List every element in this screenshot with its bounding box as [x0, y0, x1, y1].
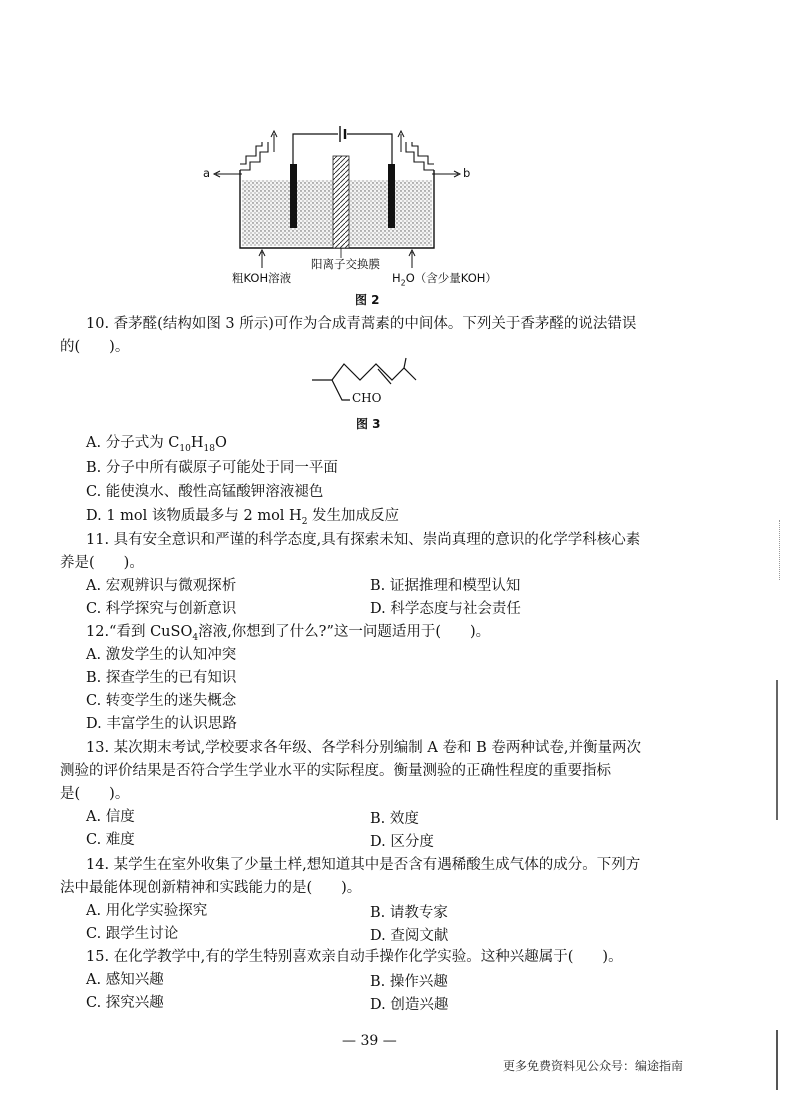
q10-option-a[interactable]: A. 分子式为 $C_{10}H_{18}O$ [86, 435, 227, 454]
scan-edge-mark-top [757, 520, 780, 580]
q11-option-a[interactable]: A. 宏观辨识与微观探析 [86, 578, 237, 594]
fig3-caption: 图 3 [356, 417, 381, 431]
q15-stem-line1: 15. 在化学教学中,有的学生特别喜欢亲自动手操作化学实验。这种兴趣属于( )。 [86, 949, 623, 965]
q13-stem-line1: 13. 某次期末考试,学校要求各年级、各学科分别编制 A 卷和 B 卷两种试卷,并衡量两次 [86, 740, 641, 756]
fig2-left-input-label: 粗KOH溶液 [232, 271, 292, 285]
page-number: — 39 — [342, 1033, 397, 1049]
q10-option-c[interactable]: C. 能使溴水、酸性高锰酸钾溶液褪色 [86, 484, 324, 500]
q10-cho-label: CHO [352, 391, 382, 405]
q11-stem-line1: 11. 具有安全意识和严谨的科学态度,具有探索未知、崇尚真理的意识的化学学科核心素 [86, 532, 641, 548]
q12-option-d[interactable]: D. 丰富学生的认识思路 [86, 716, 237, 732]
q11-stem-line2: 养是( )。 [60, 555, 144, 571]
q11-option-d[interactable]: D. 科学态度与社会责任 [370, 601, 521, 617]
q12-option-a[interactable]: A. 激发学生的认知冲突 [86, 647, 237, 663]
q11-option-c[interactable]: C. 科学探究与创新意识 [86, 601, 237, 617]
scan-edge-mark-mid [754, 680, 778, 820]
q13-option-a[interactable]: A. 信度 [86, 809, 135, 825]
scan-edge-mark-bottom [754, 1030, 778, 1090]
q12-option-c[interactable]: C. 转变学生的迷失概念 [86, 693, 237, 709]
q15-option-a[interactable]: A. 感知兴趣 [86, 972, 164, 988]
fig2-caption: 图 2 [355, 293, 380, 307]
fig2-label-a: a [203, 166, 211, 180]
q14-option-d[interactable]: D. 查阅文献 [370, 928, 449, 944]
q13-option-d[interactable]: D. 区分度 [370, 834, 434, 850]
q15-option-b[interactable]: B. 操作兴趣 [370, 974, 448, 990]
q13-stem-line2: 测验的评价结果是否符合学生学业水平的实际程度。衡量测验的正确性程度的重要指标 [60, 763, 611, 779]
q12-option-b[interactable]: B. 探查学生的已有知识 [86, 670, 237, 686]
q14-stem-line1: 14. 某学生在室外收集了少量土样,想知道其中是否含有遇稀酸生成气体的成分。下列方 [86, 857, 641, 873]
footer-note: 更多免费资料见公众号：编途指南 [503, 1059, 684, 1073]
fig2-right-input-label: $H_2O$（含少量KOH） [392, 271, 497, 288]
q15-option-c[interactable]: C. 探究兴趣 [86, 995, 164, 1011]
q11-option-b[interactable]: B. 证据推理和模型认知 [370, 578, 521, 594]
q10-stem-line1: 10. 香茅醛(结构如图 3 所示)可作为合成青蒿素的中间体。下列关于香茅醛的说法错误 [86, 316, 637, 332]
q14-option-c[interactable]: C. 跟学生讨论 [86, 926, 179, 942]
q10-option-b[interactable]: B. 分子中所有碳原子可能处于同一平面 [86, 460, 338, 476]
q15-option-d[interactable]: D. 创造兴趣 [370, 997, 449, 1013]
q14-stem-line2: 法中最能体现创新精神和实践能力的是( )。 [60, 880, 362, 896]
q14-option-a[interactable]: A. 用化学实验探究 [86, 903, 208, 919]
q13-option-b[interactable]: B. 效度 [370, 811, 419, 827]
q14-option-b[interactable]: B. 请教专家 [370, 905, 448, 921]
fig2-membrane-label: 阳离子交换膜 [311, 257, 380, 271]
q13-option-c[interactable]: C. 难度 [86, 832, 135, 848]
q13-stem-line3: 是( )。 [60, 786, 130, 802]
q12-stem: 12.“看到 CuSO$_4$溶液,你想到了什么?”这一问题适用于( )。 [86, 624, 491, 643]
fig2-label-b: b [463, 166, 471, 180]
q10-stem-line2: 的( )。 [60, 339, 130, 355]
q10-option-d[interactable]: D. 1 mol 该物质最多与 2 mol $H_2$ 发生加成反应 [86, 508, 400, 527]
